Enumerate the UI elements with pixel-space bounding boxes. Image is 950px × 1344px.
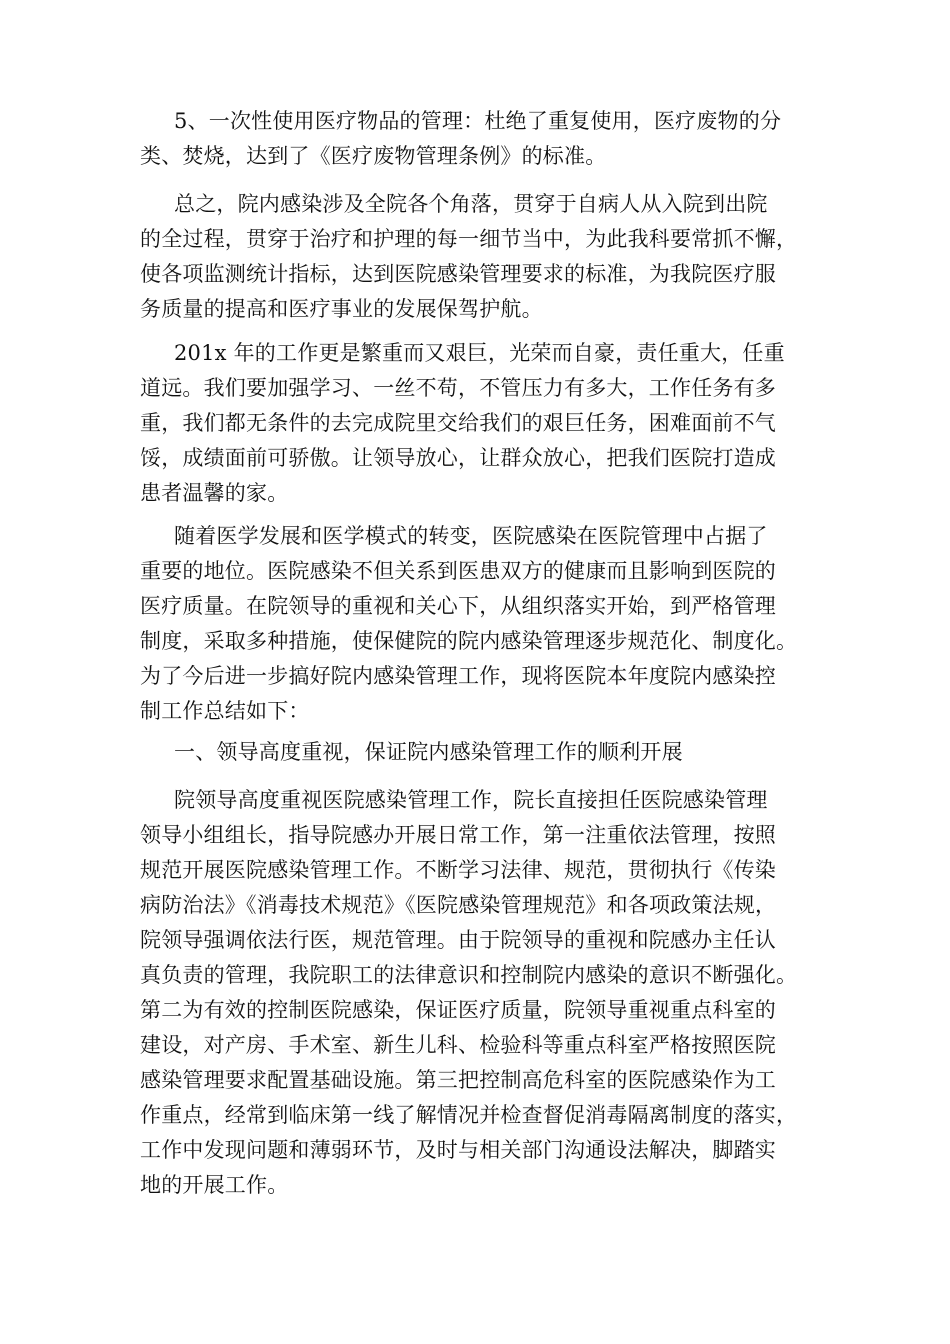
paragraph-line: 患者温馨的家。	[140, 481, 289, 505]
paragraph-line: 第二为有效的控制医院感染，保证医疗质量，院领导重视重点科室的	[140, 998, 776, 1022]
paragraph-201x-work	[140, 336, 820, 511]
paragraph-line: 重，我们都无条件的去完成院里交给我们的艰巨任务，困难面前不气	[140, 411, 776, 435]
paragraph-line: 201x 年的工作更是繁重而又艰巨，光荣而自豪，责任重大，任重	[174, 341, 785, 365]
paragraph-line: 真负责的管理，我院职工的法律意识和控制院内感染的意识不断强化。	[140, 963, 798, 987]
paragraph-line: 制度，采取多种措施，使保健院的院内感染管理逐步规范化、制度化。	[140, 629, 798, 653]
paragraph-line: 重要的地位。医院感染不但关系到医患双方的健康而且影响到医院的	[140, 559, 776, 583]
paragraph-line: 的全过程，贯穿于治疗和护理的每一细节当中，为此我科要常抓不懈，	[140, 227, 798, 251]
paragraph-disposable-items	[140, 104, 820, 174]
paragraph-line: 作重点，经常到临床第一线了解情况并检查督促消毒隔离制度的落实，	[140, 1103, 798, 1127]
paragraph-line: 为了今后进一步搞好院内感染管理工作，现将医院本年度院内感染控	[140, 664, 776, 688]
paragraph-line: 道远。我们要加强学习、一丝不苟，不管压力有多大，工作任务有多	[140, 376, 776, 400]
paragraph-line: 地的开展工作。	[140, 1173, 289, 1197]
paragraph-line: 制工作总结如下：	[140, 699, 310, 723]
paragraph-line: 使各项监测统计指标，达到医院感染管理要求的标准，为我院医疗服	[140, 262, 776, 286]
paragraph-line: 病防治法》《消毒技术规范》《医院感染管理规范》和各项政策法规，	[140, 893, 777, 917]
paragraph-line: 院领导高度重视医院感染管理工作，院长直接担任医院感染管理	[174, 788, 768, 812]
paragraph-line: 馁，成绩面前可骄傲。让领导放心，让群众放心，把我们医院打造成	[140, 446, 776, 470]
paragraph-line: 随着医学发展和医学模式的转变，医院感染在医院管理中占据了	[174, 524, 768, 548]
paragraph-line: 规范开展医院感染管理工作。不断学习法律、规范，贯彻执行《传染	[140, 858, 776, 882]
paragraph-line: 医疗质量。在院领导的重视和关心下，从组织落实开始，到严格管理	[140, 594, 776, 618]
paragraph-line: 类、焚烧，达到了《医疗废物管理条例》的标准。	[140, 144, 607, 168]
paragraph-line: 5、一次性使用医疗物品的管理：杜绝了重复使用，医疗废物的分	[174, 109, 782, 133]
paragraph-line: 感染管理要求配置基础设施。第三把控制高危科室的医院感染作为工	[140, 1068, 776, 1092]
section-heading-1	[140, 735, 820, 770]
paragraph-line: 工作中发现问题和薄弱环节，及时与相关部门沟通设法解决，脚踏实	[140, 1138, 776, 1162]
paragraph-line: 院领导强调依法行医，规范管理。由于院领导的重视和院感办主任认	[140, 928, 776, 952]
paragraph-introduction	[140, 519, 820, 729]
paragraph-line: 建设，对产房、手术室、新生儿科、检验科等重点科室严格按照医院	[140, 1033, 776, 1057]
paragraph-line: 总之，院内感染涉及全院各个角落，贯穿于自病人从入院到出院	[174, 192, 768, 216]
paragraph-line: 务质量的提高和医疗事业的发展保驾护航。	[140, 297, 543, 321]
paragraph-summary	[140, 187, 820, 327]
paragraph-line: 领导小组组长，指导院感办开展日常工作，第一注重依法管理，按照	[140, 823, 776, 847]
paragraph-leadership	[140, 783, 820, 1203]
paragraph-line: 一、领导高度重视，保证院内感染管理工作的顺利开展	[174, 740, 683, 764]
